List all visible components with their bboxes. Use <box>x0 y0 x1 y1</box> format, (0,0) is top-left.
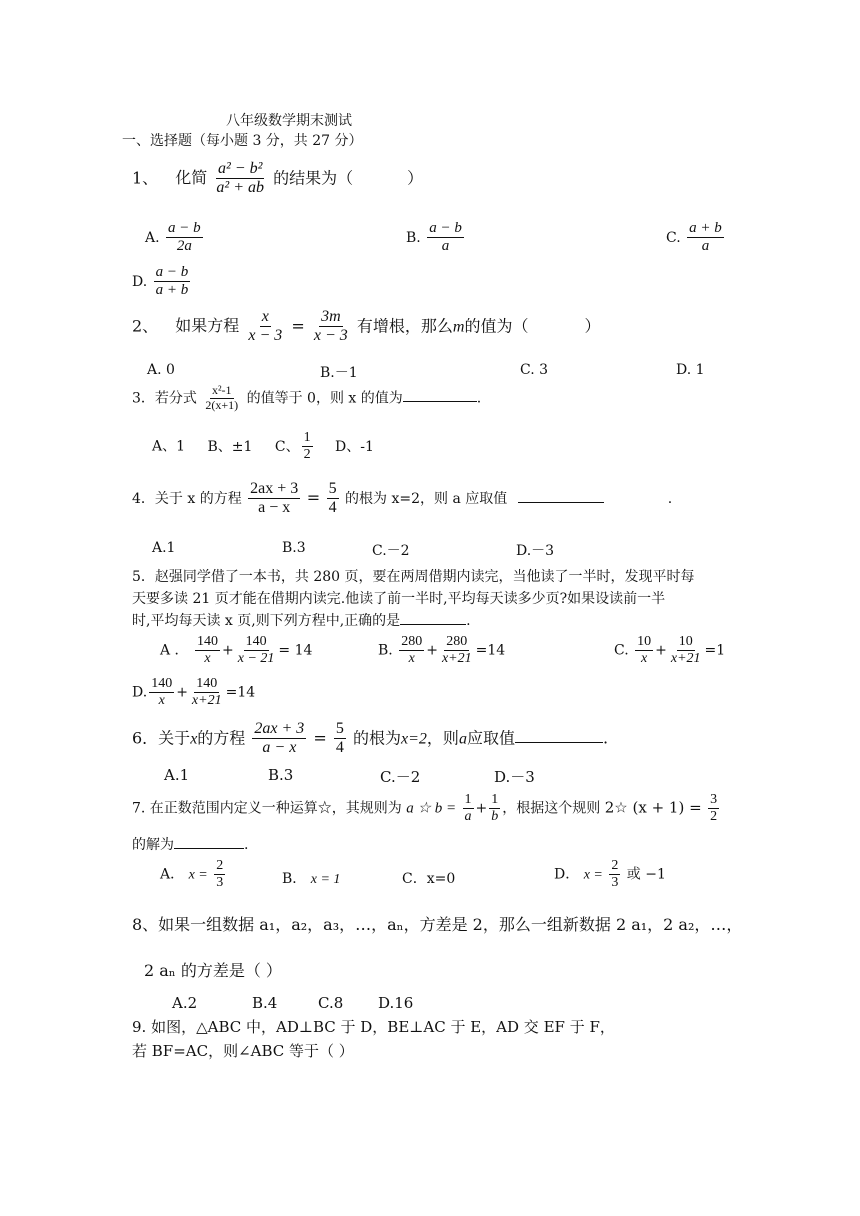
q4-option-b: B.3 <box>282 540 306 556</box>
page-title: 八年级数学期末测试 <box>226 113 352 129</box>
q5-line-3: 时,平均每天读 x 页,则下列方程中,正确的是 . <box>132 613 471 629</box>
q1-option-a: A. $\frac{a - b}{2a}$ <box>145 220 201 255</box>
q7-line-2: 的解为 . <box>132 837 249 853</box>
q7-option-d: D． x = $\frac{2}{3}$ 或 −1 <box>554 858 666 891</box>
q7-option-c: C．x=0 <box>402 871 456 887</box>
question-1: 1、 化简 $\frac{\text{a² − b²}}{\text{a² + ab}}$ 的结果为（ ） <box>132 160 424 197</box>
q1-fraction: $\frac{\text{a² − b²}}{\text{a² + ab}}$ <box>216 160 264 197</box>
q8-option-d: D.16 <box>378 994 414 1012</box>
q2-option-d: D. 1 <box>676 362 705 378</box>
q1-option-b: B. $\frac{a - b}{a}$ <box>406 220 462 255</box>
q4-option-a: A.1 <box>152 540 176 556</box>
q8-line-1: 8、如果一组数据 a₁，a₂，a₃，…，aₙ，方差是 2，那么一组新数据 2 a₁，2 a₂，…， <box>132 915 743 934</box>
q1-option-d: D. $\frac{a - b}{a + b}$ <box>132 264 189 299</box>
q7-option-a: A． x = $\frac{2}{3}$ <box>160 858 224 891</box>
q5-option-b: B. $\frac{280}{x}$ + $\frac{280}{x+21}$ =14 <box>378 634 506 667</box>
q8-option-b: B.4 <box>252 994 278 1012</box>
question-6: 6．关于x的方程 $\frac{2ax + 3}{a - x}$ = $\frac{5}{4}$ 的根为x=2，则a应取值 . <box>132 720 609 757</box>
q5-line-1: 5．赵强同学借了一本书，共 280 页，要在两周借期内读完，当他读了一半时，发现平时每 <box>132 569 695 585</box>
q9-line-2: 若 BF=AC，则∠ABC 等于（ ） <box>132 1042 354 1060</box>
question-4: 4．关于 x 的方程 $\frac{2ax + 3}{a - x}$ = $\frac{5}{4}$ 的根为 x=2，则 a 应取值 . <box>132 480 673 517</box>
q3-options: A、1 B、±1 C、 $\frac{1}{2}$ D、-1 <box>152 430 374 463</box>
q4-option-c: C.－2 <box>372 543 410 559</box>
q6-option-b: B.3 <box>268 766 294 784</box>
q9-line-1: 9. 如图，△ABC 中，AD⊥BC 于 D，BE⊥AC 于 E，AD 交 EF 于 F， <box>132 1018 615 1036</box>
q1-option-c: C. $\frac{a + b}{a}$ <box>666 220 722 255</box>
q6-option-a: A.1 <box>164 766 190 784</box>
q7-option-b: B． x = 1 <box>282 871 341 887</box>
question-7: 7. 在正数范围内定义一种运算☆，其规则为 a ☆ b = $\frac{1}{a}$ + $\frac{1}{b}$ ，根据这个规则 2☆ (x + 1) = $\frac{3}{2}$ <box>132 792 718 825</box>
q5-option-d: D. $\frac{140}{x}$ + $\frac{140}{x+21}$ =14 <box>132 676 256 709</box>
q4-option-d: D.－3 <box>516 543 555 559</box>
q6-option-c: C.－2 <box>380 768 421 786</box>
q1-number: 1、 <box>132 168 159 188</box>
q5-line-2: 天要多读 21 页才能在借期内读完.他读了前一半时,平均每天读多少页?如果设读前一半 <box>132 591 666 607</box>
question-3: 3．若分式 $\frac{\text{x²-1}}{2(x+1)}$ 的值等于 0，则 x 的值为 . <box>132 383 482 412</box>
q2-option-c: C. 3 <box>520 362 549 378</box>
q6-option-d: D.－3 <box>494 768 535 786</box>
q5-option-a: A ． $\frac{140}{x}$ + $\frac{140}{x - 21}$ = 14 <box>160 634 313 667</box>
question-2: 2、 如果方程 $\frac{x}{x - 3}$ = $\frac{3m}{x - 3}$ 有增根，那么m的值为（ ） <box>132 308 601 345</box>
section-heading: 一、选择题（每小题 3 分，共 27 分） <box>122 133 363 149</box>
q5-option-c: C. $\frac{10}{x}$ + $\frac{10}{x+21}$ =1 <box>614 634 726 667</box>
q8-option-a: A.2 <box>172 994 198 1012</box>
q2-option-b: B.－1 <box>320 365 358 381</box>
q8-line-2: 2 aₙ 的方差是（ ） <box>144 961 282 980</box>
q8-option-c: C.8 <box>318 994 344 1012</box>
q2-option-a: A. 0 <box>147 362 175 378</box>
